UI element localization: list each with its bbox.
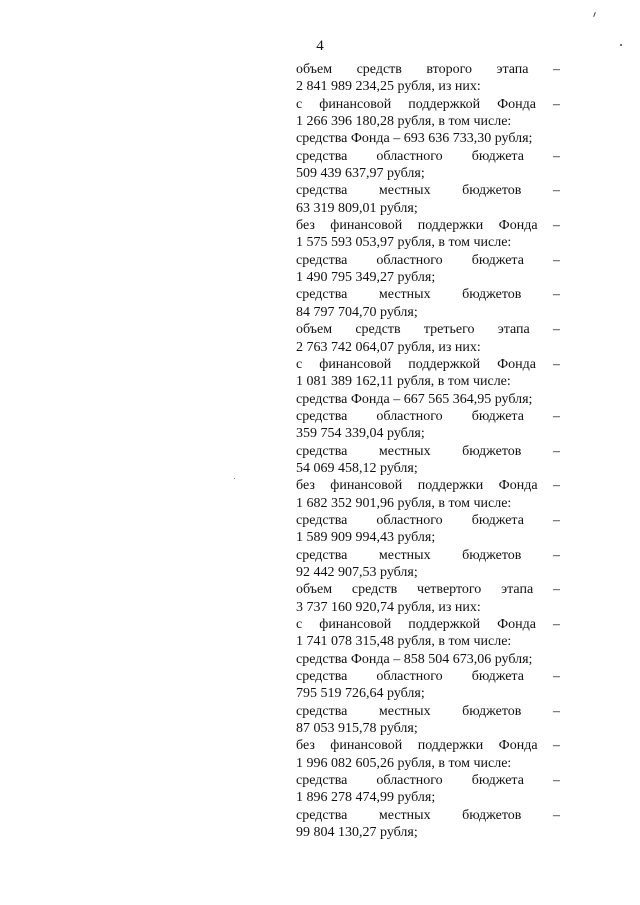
text-line: объем средств третьего этапа –	[296, 322, 560, 338]
text-line: с финансовой поддержкой Фонда –	[296, 617, 560, 632]
text-line: 1 575 593 053,97 рубля, в том числе:	[296, 235, 512, 251]
text-line: средства местных бюджетов –	[296, 183, 560, 199]
scan-artifact	[234, 478, 235, 479]
text-line: 63 319 809,01 рубля;	[296, 200, 418, 216]
text-line: без финансовой поддержки Фонда –	[296, 478, 560, 494]
text-line: средства областного бюджета –	[296, 512, 560, 528]
text-line: средства областного бюджета –	[296, 669, 560, 685]
text-line: 2 763 742 064,07 рубля, из них:	[296, 339, 481, 355]
text-line: 1 266 396 180,28 рубля, в том числе:	[296, 114, 512, 130]
text-line: 1 896 278 474,99 рубля;	[296, 790, 436, 806]
text-line: 359 754 339,04 рубля;	[296, 426, 425, 442]
text-line: средства местных бюджетов –	[296, 443, 560, 459]
text-line: средства местных бюджетов –	[296, 703, 560, 719]
text-line: 1 741 078 315,48 рубля, в том числе:	[296, 634, 512, 650]
text-line: 1 589 909 994,43 рубля;	[296, 530, 436, 546]
text-line: 509 439 637,97 рубля;	[296, 166, 425, 182]
text-line: 92 442 907,53 рубля;	[296, 564, 418, 580]
text-line: 1 490 795 349,27 рубля;	[296, 270, 436, 286]
text-line: с финансовой поддержкой Фонда –	[296, 356, 560, 372]
text-line: средства местных бюджетов –	[296, 287, 560, 303]
text-line: без финансовой поддержки Фонда –	[296, 738, 560, 754]
text-line: средства местных бюджетов –	[296, 547, 560, 563]
document-body	[296, 61, 560, 841]
text-line: объем средств четвертого этапа –	[296, 582, 560, 598]
text-line: 2 841 989 234,25 рубля, из них:	[296, 79, 481, 95]
scan-artifact	[620, 44, 622, 46]
text-line: объем средств второго этапа –	[296, 62, 560, 77]
text-line: 99 804 130,27 рубля;	[296, 825, 418, 841]
text-line: без финансовой поддержки Фонда –	[296, 218, 560, 234]
text-line: средства областного бюджета –	[296, 252, 560, 268]
text-line: 1 682 352 901,96 рубля, в том числе:	[296, 495, 512, 511]
text-line: 87 053 915,78 рубля;	[296, 721, 418, 737]
text-line: средства местных бюджетов –	[296, 807, 560, 823]
text-line: средства областного бюджета –	[296, 773, 560, 789]
text-line: средства Фонда – 693 636 733,30 рубля;	[296, 131, 533, 147]
text-line: 1 081 389 162,11 рубля, в том числе:	[296, 374, 511, 390]
text-line: 84 797 704,70 рубля;	[296, 304, 418, 320]
text-line: 795 519 726,64 рубля;	[296, 686, 425, 702]
text-line: 1 996 082 605,26 рубля, в том числе:	[296, 755, 512, 771]
text-line: средства Фонда – 858 504 673,06 рубля;	[296, 651, 533, 667]
text-line: 3 737 160 920,74 рубля, из них:	[296, 599, 481, 615]
text-line: 54 069 458,12 рубля;	[296, 460, 418, 476]
text-line: средства областного бюджета –	[296, 408, 560, 424]
text-line: средства Фонда – 667 565 364,95 рубля;	[296, 391, 533, 407]
text-line: с финансовой поддержкой Фонда –	[296, 96, 560, 112]
scan-artifact	[593, 12, 596, 17]
page-number: 4	[316, 38, 324, 54]
text-line: средства областного бюджета –	[296, 148, 560, 164]
